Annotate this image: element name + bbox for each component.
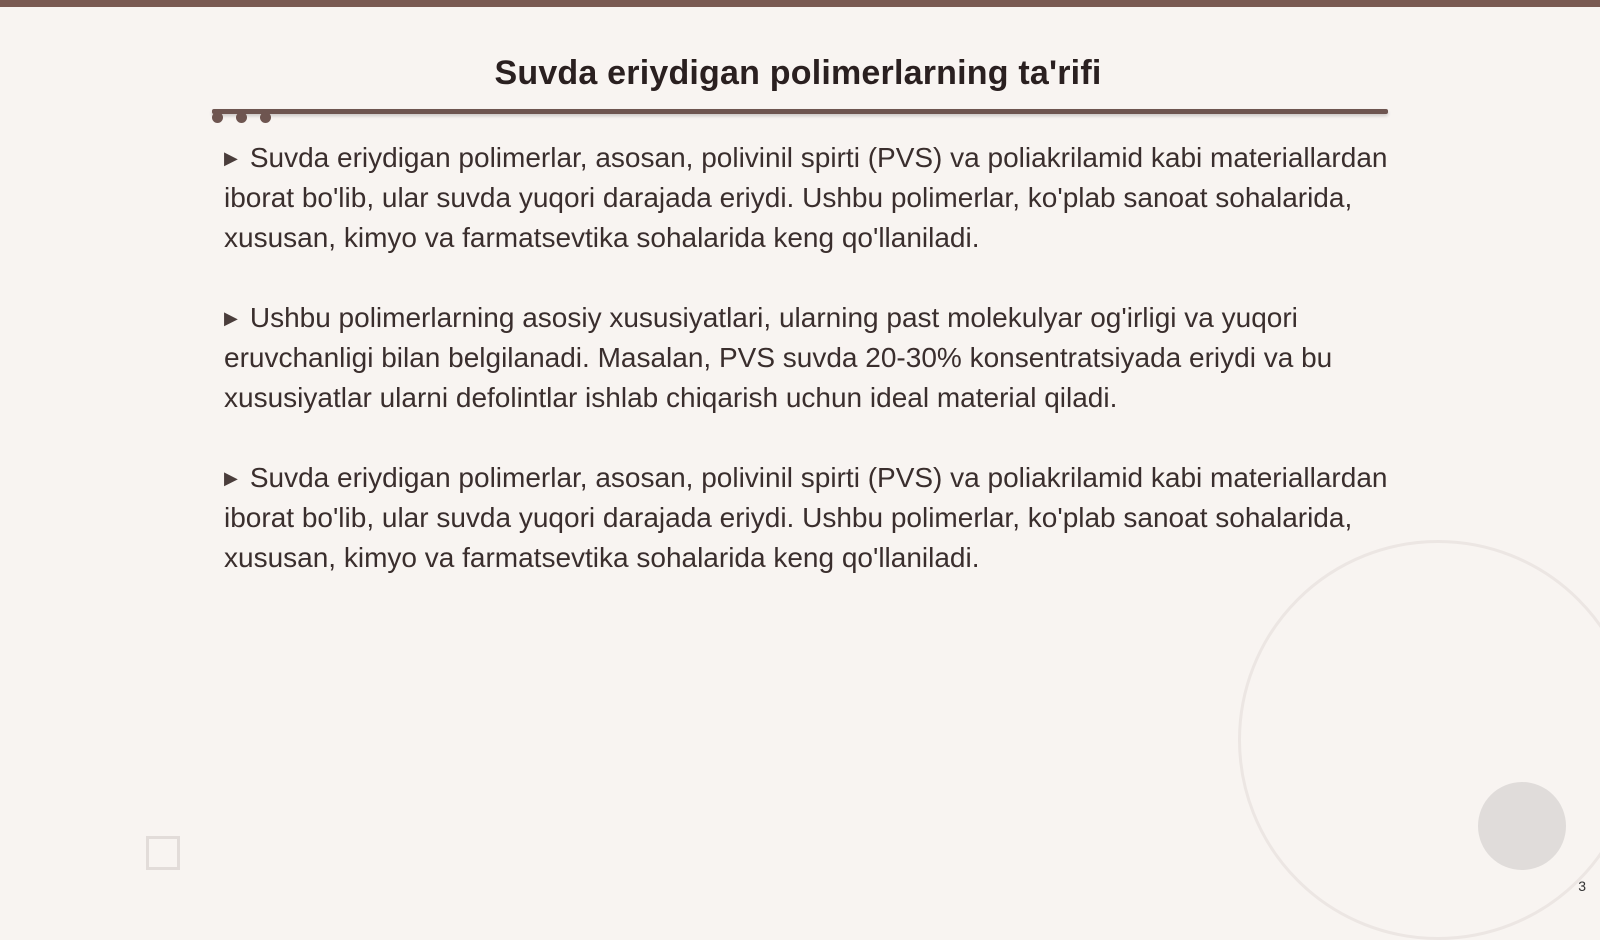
decorative-dot xyxy=(260,112,271,123)
bullet-item xyxy=(224,138,1394,258)
bullet-item xyxy=(224,298,1394,418)
decorative-square xyxy=(146,836,180,870)
slide-title: Suvda eriydigan polimerlarning ta'rifi xyxy=(494,54,1102,92)
triangle-bullet-icon: ▶ xyxy=(224,308,238,328)
title-underline xyxy=(212,109,1388,114)
triangle-bullet-icon: ▶ xyxy=(224,468,238,488)
bullet-list xyxy=(224,138,1394,618)
decorative-circle xyxy=(1478,782,1566,870)
bullet-text: Suvda eriydigan polimerlar, asosan, polivinil spirti (PVS) va poliakrilamid kabi materiallardan iborat bo'lib, ular suvda yuqori darajada eriydi. Ushbu polimerlar, ko'plab sanoat sohalarida, xususan, kimyo va farmatsevtika sohalarida keng qo'llaniladi. xyxy=(224,142,1388,253)
triangle-bullet-icon: ▶ xyxy=(224,148,238,168)
title-underline-dots xyxy=(212,112,272,124)
decorative-dot xyxy=(236,112,247,123)
bullet-text: Suvda eriydigan polimerlar, asosan, polivinil spirti (PVS) va poliakrilamid kabi materiallardan iborat bo'lib, ular suvda yuqori darajada eriydi. Ushbu polimerlar, ko'plab sanoat sohalarida, xususan, kimyo va farmatsevtika sohalarida keng qo'llaniladi. xyxy=(224,462,1388,573)
bullet-item xyxy=(224,458,1394,578)
decorative-dot xyxy=(212,112,223,123)
top-accent-bar xyxy=(0,0,1600,7)
bullet-text: Ushbu polimerlarning asosiy xususiyatlari, ularning past molekulyar og'irligi va yuqori eruvchanligi bilan belgilanadi. Masalan, PVS suvda 20-30% konsentratsiyada eriydi va bu xususiyatlar ularni defolintlar ishlab chiqarish uchun ideal material qiladi. xyxy=(224,302,1333,413)
page-number: 3 xyxy=(1578,878,1586,894)
